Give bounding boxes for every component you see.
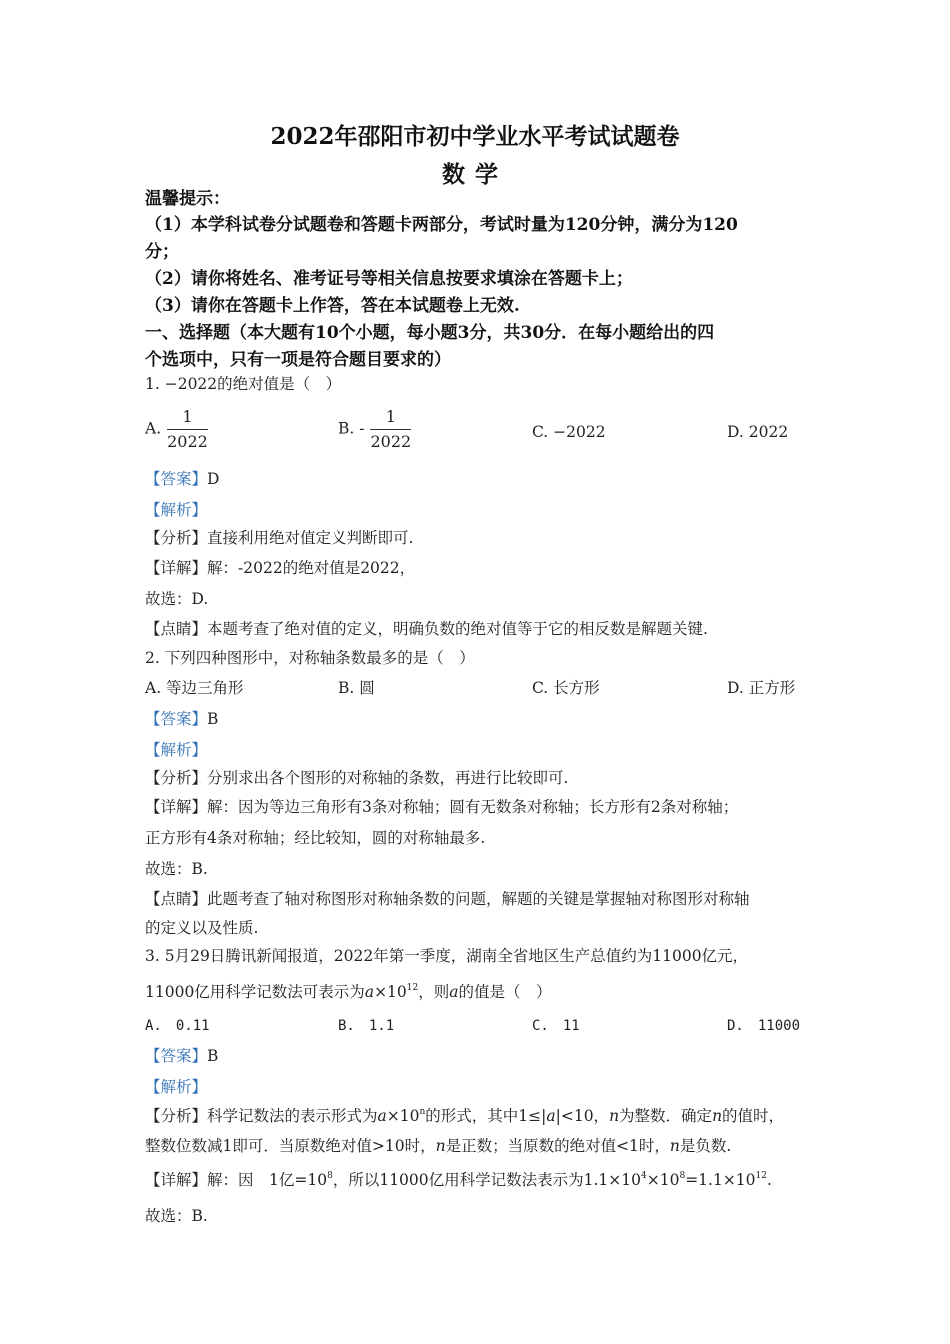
answer-tag: 【答案】 [145,1047,208,1065]
q2-option-a: A. 等边三角形 [145,679,244,697]
section-heading-1: 一、选择题（本大题有10个小题，每小题3分，共30分．在每小题给出的四 [145,323,715,343]
q3-stem-exponent: 12 [406,983,419,993]
q3-xj-part-b: ，所以11000亿用科学记数法表示为1.1×10 [332,1171,641,1189]
q3-fenxi-exponent: n [419,1107,426,1117]
q1-option-b-denominator: 2022 [370,432,412,451]
var-n: n [609,1107,620,1125]
q3-xj-exponent-1: 8 [327,1171,333,1181]
q3-analysis-tag [145,1077,207,1097]
tip-2: （2）请你将姓名、准考证号等相关信息按要求填涂在答题卡上； [145,269,633,289]
q1-option-b-fraction [370,407,411,452]
q2-stem: 2. 下列四种图形中，对称轴条数最多的是（ ） [145,649,475,667]
q3-fenxi-part-e: 的值时， [722,1107,785,1125]
q3-stem-2 [145,982,552,1002]
q3-fenxi-part-b: 的形式，其中1≤| [425,1107,547,1125]
q3-xj-part-d: =1.1×10 [685,1171,756,1189]
xiangjie-tag: 【详解】 [145,1171,208,1189]
q3-fenxi-part-a: 科学记数法的表示形式为 [207,1107,378,1125]
var-n: n [669,1137,680,1155]
q2-analysis-tag [145,740,207,760]
q2-xiangjie-text-1: 解：因为等边三角形有3条对称轴；圆有无数条对称轴；长方形有2条对称轴； [207,798,739,816]
q1-option-b-numerator: 1 [370,407,411,430]
q3-stem-1: 3. 5月29日腾讯新闻报道，2022年第一季度，湖南全省地区生产总值约为11000亿元， [145,947,749,965]
q1-answer [145,469,219,489]
q3-fenxi2-part-b: 是正数；当原数的绝对值<1时， [445,1137,670,1155]
q1-option-d: D. 2022 [727,423,789,441]
q3-fenxi-2 [145,1136,731,1156]
q1-xiangjie [145,558,415,578]
q3-stem-2-part-c: 的值是（ ） [458,983,552,1001]
q3-fenxi-part-d: 为整数．确定 [619,1107,713,1125]
q1-dianjing-text: 本题考查了绝对值的定义，明确负数的绝对值等于它的相反数是解题关键. [207,620,708,638]
q1-option-a-label: A. [145,419,162,438]
tips-heading: 温馨提示： [145,189,230,209]
q3-xj-part-c: ×10 [646,1171,680,1189]
q3-fenxi2-part-c: 是负数. [679,1137,732,1155]
q3-xj-exponent-2: 4 [641,1171,647,1181]
q1-option-a-numerator: 1 [167,407,208,430]
q3-stem-times: ×10 [374,983,407,1001]
subject-title: 数学 [442,161,508,188]
q3-option-a: A. 0.11 [145,1018,210,1034]
q3-fenxi-times: ×10 [386,1107,420,1125]
q3-xj-exponent-3: 8 [679,1171,686,1181]
q2-option-d: D. 正方形 [727,679,796,697]
q2-dianjing-1 [145,889,750,909]
var-a: a [377,1107,387,1125]
q1-fenxi [145,528,413,548]
q1-option-a [145,407,208,452]
section-heading-2: 个选项中，只有一项是符合题目要求的） [145,350,451,370]
var-a: a [546,1107,556,1125]
q1-option-c: C. −2022 [532,423,606,441]
q2-dianjing-text-1: 此题考查了轴对称图形对称轴条数的问题，解题的关键是掌握轴对称图形对称轴 [207,890,750,908]
xiangjie-tag: 【详解】 [145,559,208,577]
tip-3: （3）请你在答题卡上作答，答在本试题卷上无效. [145,296,520,316]
q2-option-b: B. 圆 [338,679,375,697]
q2-option-c: C. 长方形 [532,679,600,697]
q3-answer [145,1046,218,1066]
q3-fenxi-part-c: |<10， [555,1107,610,1125]
q1-xiangjie-text: 解：-2022的绝对值是2022， [207,559,416,577]
q3-answer-value: B [207,1047,219,1065]
answer-tag: 【答案】 [145,710,208,728]
analysis-tag: 【解析】 [145,501,208,519]
q2-fenxi [145,768,568,788]
var-a: a [449,983,459,1001]
q1-fenxi-text: 直接利用绝对值定义判断即可. [207,529,414,547]
tip-1a: （1）本学科试卷分试题卷和答题卡两部分，考试时量为120分钟，满分为120 [145,215,738,235]
q1-option-b-label: B. - [338,419,365,438]
var-a: a [364,983,375,1001]
q3-option-c: C. 11 [532,1018,580,1034]
q1-option-a-fraction [167,407,208,452]
q1-stem: 1. −2022的绝对值是（ ） [145,375,342,393]
dianjing-tag: 【点睛】 [145,620,208,638]
answer-tag: 【答案】 [145,470,208,488]
q3-xj-exponent-4: 12 [755,1171,767,1181]
q2-fenxi-text: 分别求出各个图形的对称轴的条数，再进行比较即可. [207,769,569,787]
q3-xj-part-f: . [767,1171,772,1189]
q3-fenxi-1 [145,1106,784,1126]
q1-option-b [338,407,411,452]
analysis-tag: 【解析】 [145,1078,208,1096]
q3-xiangjie [145,1170,772,1190]
fenxi-tag: 【分析】 [145,1107,208,1125]
q3-stem-2-part-a: 11000亿用科学记数法可表示为 [145,983,365,1001]
xiangjie-tag: 【详解】 [145,798,208,816]
q2-dianjing-2: 的定义以及性质. [145,919,259,937]
q1-dianjing [145,619,708,639]
q3-option-d: D. 11000 [727,1018,801,1034]
q2-xiangjie-1 [145,797,738,817]
var-n: n [712,1107,723,1125]
q1-analysis-tag [145,500,207,520]
q1-guxuan: 故选：D. [145,590,209,608]
q3-guxuan: 故选：B. [145,1207,208,1225]
dianjing-tag: 【点睛】 [145,890,208,908]
fenxi-tag: 【分析】 [145,769,208,787]
q3-option-b: B. 1.1 [338,1018,395,1034]
fenxi-tag: 【分析】 [145,529,208,547]
tip-1b: 分； [145,242,179,262]
q1-answer-value: D [207,470,220,488]
q3-stem-2-part-b: ，则 [418,983,450,1001]
analysis-tag: 【解析】 [145,741,208,759]
q2-answer-value: B [207,710,219,728]
exam-title: 2022年邵阳市初中学业水平考试试题卷 [270,123,680,150]
q2-guxuan: 故选：B. [145,860,208,878]
q1-option-a-denominator: 2022 [167,432,208,451]
q3-xj-part-a: 解：因 1亿=10 [207,1171,328,1189]
q2-xiangjie-2: 正方形有4条对称轴；经比较知，圆的对称轴最多. [145,829,486,847]
var-n: n [435,1137,446,1155]
q3-fenxi2-part-a: 整数位数减1即可．当原数绝对值>10时， [145,1137,436,1155]
q2-answer [145,709,218,729]
